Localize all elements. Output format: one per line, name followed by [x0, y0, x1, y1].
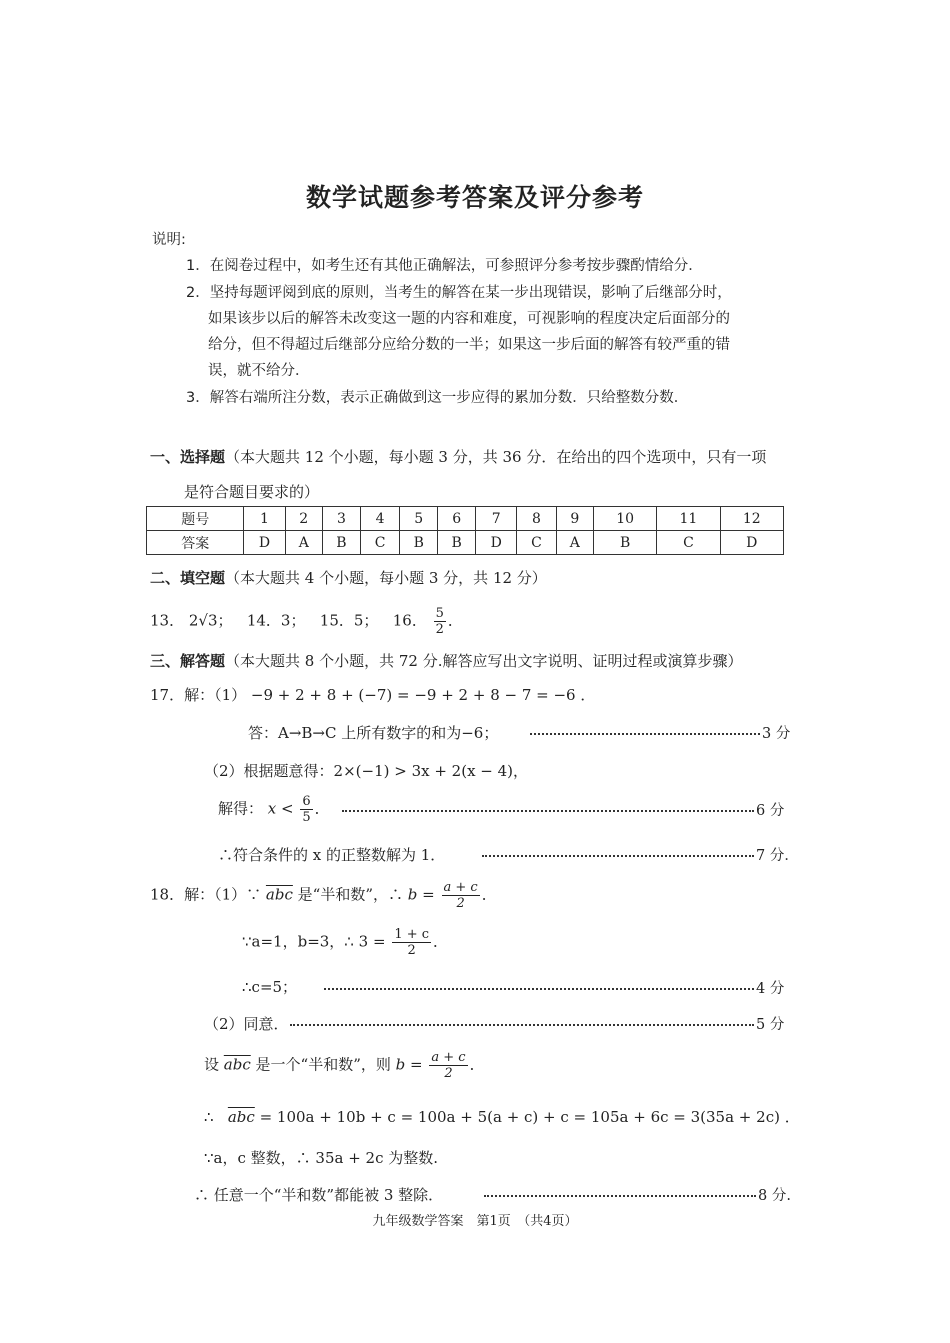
q17-line-5: ∴符合条件的 x 的正整数解为 1．: [218, 846, 446, 864]
fraction-numerator: 1 + c: [394, 927, 430, 942]
table-cell: C: [657, 531, 720, 555]
q18-line-1: [150, 880, 497, 911]
table-cell: C: [517, 531, 556, 555]
q18-line-5: [204, 1050, 485, 1081]
table-cell: B: [438, 531, 476, 555]
note-1: 1．在阅卷过程中，如考生还有其他正确解法，可参照评分参考按步骤酌情给分．: [186, 258, 703, 274]
table-cell: B: [400, 531, 438, 555]
q17-line-3: （2）根据题意得：2×(−1) > 3x + 2(x − 4)，: [204, 762, 529, 780]
expansion: = 100a + 10b + c = 100a + 5(a + c) + c = 105a + 6c = 3(35a + 2c) ．: [259, 1108, 800, 1126]
score: 7 分．: [756, 848, 799, 864]
q16-label: 16．: [392, 611, 427, 630]
table-cell: 10: [594, 507, 657, 531]
page-footer: 九年级数学答案 第1页 （共4页）: [372, 1214, 578, 1229]
table-cell: 9: [556, 507, 593, 531]
table-cell: C: [360, 531, 399, 555]
q13-label: 13．: [150, 611, 185, 630]
row-label-number: 题号: [147, 507, 244, 531]
table-cell: 12: [720, 507, 783, 531]
score-leader: [342, 810, 754, 812]
therefore: ∴: [204, 1108, 214, 1126]
q17-line-1: 17．解：（1） −9 + 2 + 8 + (−7) = −9 + 2 + 8 − 7 = −6 ．: [150, 686, 596, 704]
q17-line-2: 答：A→B→C 上所有数字的和为−6；: [248, 724, 499, 742]
table-row-numbers: [147, 507, 784, 531]
fraction-denominator: 2: [456, 896, 465, 911]
score-leader: [324, 988, 754, 990]
q15-answer: 15．5；: [319, 611, 379, 630]
q18-line-6: [204, 1106, 800, 1127]
fill-in-answers: [150, 606, 463, 637]
fraction-numerator: 5: [435, 606, 444, 621]
period: ．: [433, 932, 449, 951]
note-2-line-4: 误，就不给分．: [208, 363, 310, 379]
score: 8 分.: [758, 1188, 791, 1204]
solve-label: 解得：: [218, 799, 264, 818]
section-2: [150, 567, 547, 588]
q18-line-8: ∴ 任意一个“半和数”都能被 3 整除．: [194, 1186, 444, 1204]
table-cell: 1: [244, 507, 285, 531]
row-label-answer: 答案: [147, 531, 244, 555]
q18-intro: 18．解：（1）∵: [150, 885, 262, 904]
q18-line-7: ∵a，c 整数，∴ 35a + 2c 为整数.: [204, 1149, 439, 1167]
note-2-line-3: 给分，但不得超过后继部分应给分数的一半；如果这一步后面的解答有较严重的错: [208, 337, 730, 353]
table-cell: 4: [360, 507, 399, 531]
half-sum-text: 是“半和数”，∴: [297, 885, 403, 904]
note-2-line-1: 2．坚持每题评阅到底的原则，当考生的解答在某一步出现错误，影响了后继部分时，: [186, 285, 732, 301]
period: ．: [314, 799, 330, 818]
section-3-heading: 三、解答题: [150, 652, 226, 670]
period: ．: [481, 885, 497, 904]
section-3-desc: （本大题共 8 个小题，共 72 分.解答应写出文字说明、证明过程或演算步骤）: [225, 652, 743, 670]
answer-table: [146, 506, 784, 555]
q16-end: ．: [447, 611, 463, 630]
q18-line-2: [242, 927, 448, 958]
equation-left: b =: [407, 885, 435, 904]
table-cell: 5: [400, 507, 438, 531]
fraction-denominator: 2: [435, 622, 444, 637]
notes-label: 说明:: [152, 232, 186, 248]
fraction-numerator: a + c: [431, 1050, 466, 1065]
table-cell: 3: [322, 507, 360, 531]
section-1-desc-2: 是符合题目要求的）: [184, 483, 320, 501]
section-1-heading: 一、选择题: [150, 448, 226, 466]
fraction-numerator: a + c: [443, 880, 478, 895]
q18-line-3: ∴c=5；: [242, 978, 298, 996]
table-cell: 11: [657, 507, 720, 531]
table-cell: A: [556, 531, 593, 555]
score: 5 分: [756, 1017, 785, 1033]
section-2-desc: （本大题共 4 个小题，每小题 3 分，共 12 分）: [225, 569, 547, 587]
abc-overline: $\overline{abc}$: [227, 1108, 255, 1126]
inequality: x <: [267, 799, 294, 818]
table-row-answers: [147, 531, 784, 555]
fraction: [429, 1050, 467, 1081]
table-cell: D: [720, 531, 783, 555]
table-cell: B: [594, 531, 657, 555]
score-leader: [484, 1195, 756, 1197]
fraction-denominator: 2: [407, 943, 416, 958]
table-cell: D: [244, 531, 285, 555]
table-cell: 2: [285, 507, 322, 531]
score: 3 分: [762, 726, 791, 742]
table-cell: 6: [438, 507, 476, 531]
table-cell: 7: [476, 507, 517, 531]
fraction: [300, 794, 312, 825]
abc-overline: $\overline{abc}$: [265, 885, 293, 904]
half-sum-text: 是一个“半和数”，则: [255, 1055, 391, 1074]
period: ．: [469, 1055, 485, 1074]
fraction: [392, 927, 431, 958]
q14-answer: 14．3；: [246, 611, 306, 630]
q18-line-4: （2）同意．: [204, 1015, 289, 1033]
fraction: [442, 880, 480, 911]
section-3: [150, 650, 743, 671]
page-title: 数学试题参考答案及评分参考: [305, 183, 644, 212]
fraction-denominator: 5: [302, 810, 311, 825]
score-leader: [530, 733, 760, 735]
equation-left: 3 =: [358, 932, 386, 951]
note-2-line-2: 如果该步以后的解答未改变这一题的内容和难度，可视影响的程度决定后面部分的: [208, 311, 730, 327]
table-cell: D: [476, 531, 517, 555]
q13-answer: 2√3；: [188, 611, 233, 630]
score-leader: [290, 1024, 754, 1026]
equation-left: b =: [395, 1055, 423, 1074]
score: 6 分: [756, 803, 785, 819]
section-1: [150, 446, 766, 467]
fraction-denominator: 2: [444, 1066, 453, 1081]
table-cell: A: [285, 531, 322, 555]
abc-overline: $\overline{abc}$: [223, 1055, 251, 1074]
table-cell: 8: [517, 507, 556, 531]
given-values: ∵a=1，b=3，∴: [242, 932, 354, 951]
section-2-heading: 二、填空题: [150, 569, 226, 587]
let-label: 设: [204, 1055, 220, 1074]
note-3: 3．解答右端所注分数，表示正确做到这一步应得的累加分数．只给整数分数．: [186, 390, 689, 406]
table-cell: B: [322, 531, 360, 555]
q16-fraction: [434, 606, 446, 637]
score: 4 分: [756, 981, 785, 997]
score-leader: [482, 855, 754, 857]
fraction-numerator: 6: [302, 794, 311, 809]
q17-line-4: [218, 794, 330, 825]
section-1-desc: （本大题共 12 个小题，每小题 3 分，共 36 分．在给出的四个选项中，只有一项: [225, 448, 767, 466]
